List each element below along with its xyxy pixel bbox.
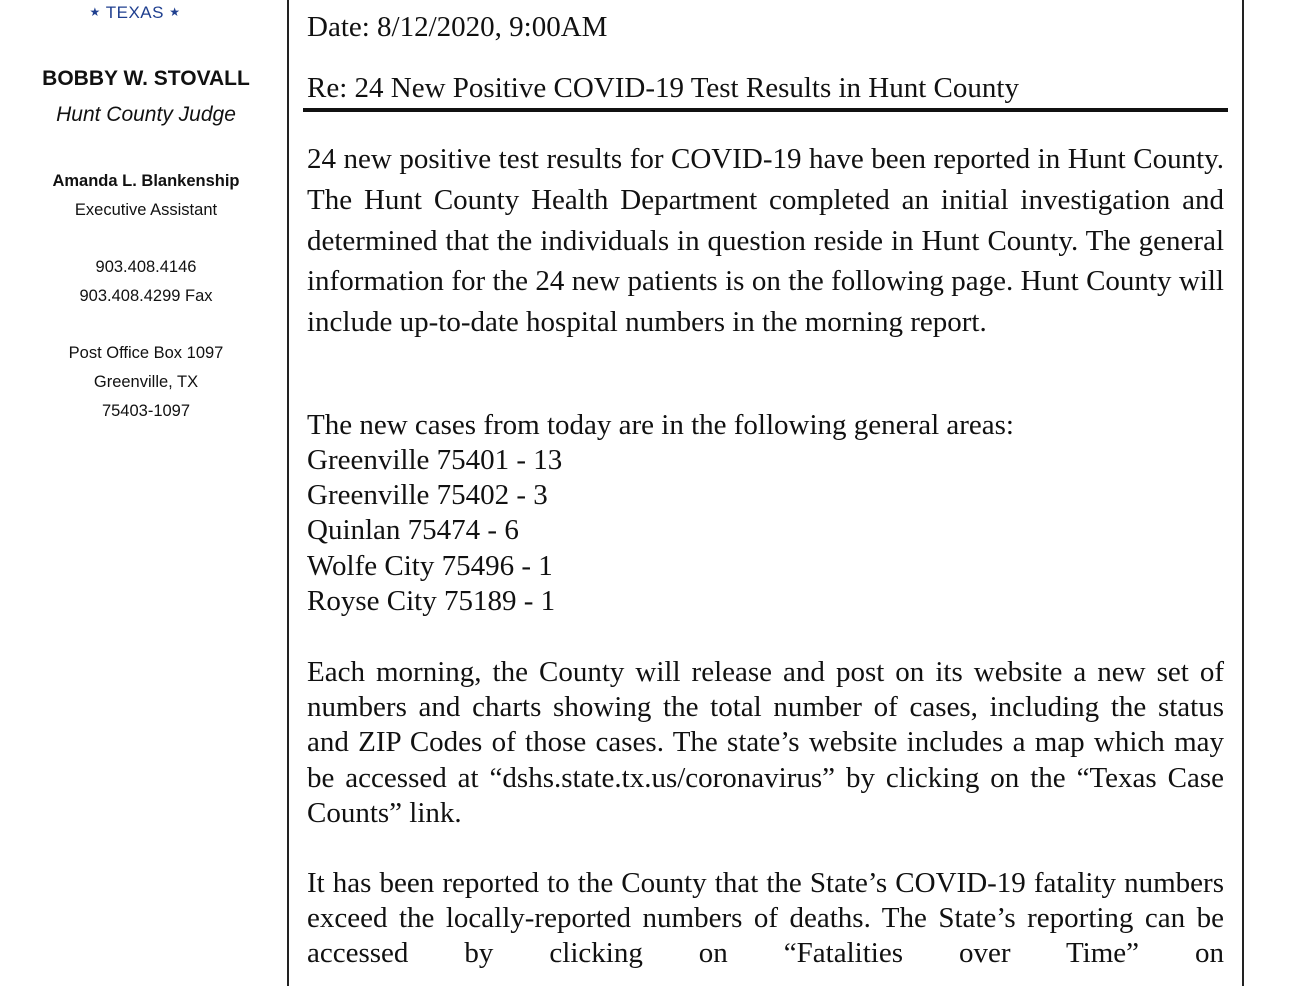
list-item: Royse City 75189 - 1: [307, 584, 556, 617]
header-rule: [303, 108, 1228, 112]
star-icon: ★: [169, 5, 181, 19]
judge-title: Hunt County Judge: [56, 103, 236, 126]
phone-number: 903.408.4146: [95, 258, 197, 276]
star-icon: ★: [89, 5, 101, 19]
assistant-title: Executive Assistant: [74, 201, 218, 219]
assistant-name: Amanda L. Blankenship: [52, 172, 240, 190]
list-item: Quinlan 75474 - 6: [307, 514, 519, 547]
paragraph-fatalities: It has been reported to the County that the State’s COVID-19 fatality numbers exceed the locally-reported numbers of deaths. The State’s reporting can be accessed by clicking on “Fatalities over Time” on: [307, 867, 1224, 970]
po-box: Post Office Box 1097: [68, 344, 224, 362]
paragraph-intro: 24 new positive test results for COVID-19 have been reported in Hunt County. The Hunt County Health Department completed an initial investigation and determined that the individuals in question reside in Hunt County. The general information for the 24 new patients is on the following page. Hunt County will include up-to-date hospital numbers in the morning report.: [307, 143, 1224, 339]
letterhead-sidebar: [0, 0, 288, 974]
list-item: Greenville 75402 - 3: [307, 479, 548, 512]
memo-date: Date: 8/12/2020, 9:00AM: [307, 11, 608, 43]
judge-name: BOBBY W. STOVALL: [42, 67, 250, 90]
zip-code: 75403-1097: [101, 402, 191, 420]
memo-subject: Re: 24 New Positive COVID-19 Test Results in Hunt County: [307, 72, 1019, 104]
fax-number: 903.408.4299 Fax: [79, 287, 213, 305]
list-item: Wolfe City 75496 - 1: [307, 549, 553, 582]
state-name: TEXAS: [105, 3, 164, 22]
city-state: Greenville, TX: [93, 373, 199, 391]
areas-list: [307, 443, 562, 619]
state-label: [0, 3, 270, 23]
paragraph-website: Each morning, the County will release and post on its website a new set of numbers and charts showing the total number of cases, including the status and ZIP Codes of those cases. The state’s website includes a map which may be accessed at “dshs.state.tx.us/coronavirus” by clicking on the “Texas Case Counts” link.: [307, 656, 1224, 829]
areas-intro: The new cases from today are in the following general areas:: [307, 409, 1014, 441]
list-item: Greenville 75401 - 13: [307, 444, 563, 476]
